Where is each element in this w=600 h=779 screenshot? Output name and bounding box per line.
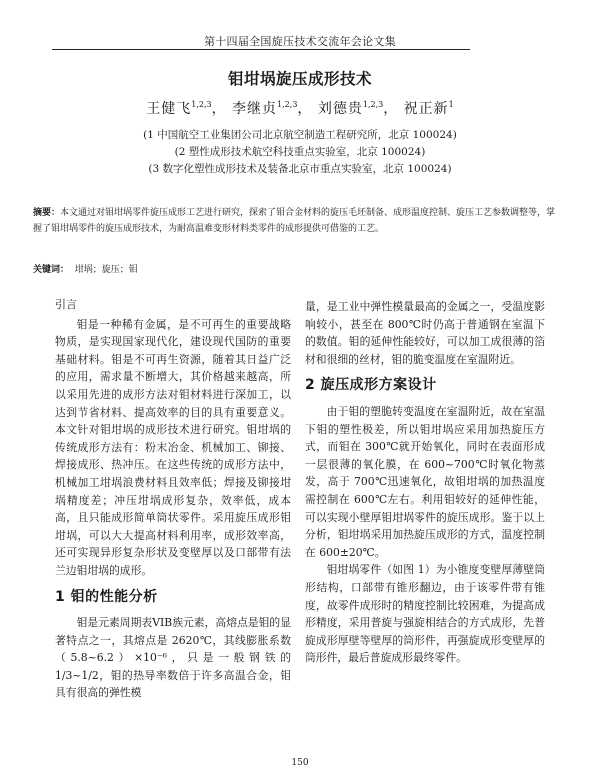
running-header: 第十四届全国旋压技术交流年会论文集 [203,35,397,48]
affiliation-list [0,127,600,178]
author-name: 王健飞 [146,101,192,117]
author-name: 祝正新 [403,101,449,117]
author-affil-sup: 1,2,3 [191,100,212,109]
abstract-text: 本文通过对钼坩埚零件旋压成形工艺进行研究，探索了钼合金材料的旋压毛坯制备、成形温度控制、旋压工艺参数调整等，掌握了钼坩埚零件的旋压成形技术，为耐高温难变形材料类零件的成形提供可借鉴的工艺。 [33,208,556,234]
author-affil-sup: 1,2,3 [362,100,384,109]
section-2-paragraph: 钼坩埚零件（如图 1）为小锥度变壁厚薄壁筒形结构，口部带有锥形翻边，由于该零件带有锥度，故零件成形时的精度控制比较困难，为提高成形精度，采用普旋与强旋相结合的方式成形，先普旋成形厚壁等壁厚的筒形件，再强旋成形变壁厚的筒形件，最后普旋成形最终零件。 [305,563,545,665]
intro-paragraph: 钼是一种稀有金属，是不可再生的重要战略物质，是实现国家现代化，建设现代国防的重要基础材料。钼是不可再生资源，随着其日益广泛的应用，需求量不断增大，其价格越来越高，所以采用先进的成形方法对钼材料进行深加工，以达到节省材料、提高效率的目的具有重要意义。本文针对钼坩埚的成形技术进行研究。钼坩埚的传统成形方法有：粉末冶金、机械加工、铆接、焊接成形、热冲压。在这些传统的成形方法中，机械加工坩埚浪费材料且效率低；焊接及铆接坩埚精度差；冲压坩埚成形复杂，效率低，成本高，且只能成形简单筒状零件。采用旋压成形钼坩埚，可以大大提高材料利用率，成形效率高，还可实现异形复杂形状及变壁厚以及口部带有法兰边钼坩埚的成形。 [55,317,291,577]
section-1-paragraph: 钼是元素周期表VIB族元素，高熔点是钼的显著特点之一，其熔点是 2620℃，其线膨胀系数（5.8~6.2）×10⁻⁶，只是一般钢铁的 1/3~1/2，钼的热导率数倍于许多高温合金，钼具有很高的弹性模 [55,616,291,700]
keywords-text: 坩埚；旋压；钼 [74,265,138,275]
author-name: 刘德贵 [317,101,363,117]
author-separator: ， [211,101,227,117]
affiliation: (1 中国航空工业集团公司北京航空制造工程研究所，北京 100024) [143,129,457,141]
left-column [55,296,291,702]
section-2-heading: 2 旋压成形方案设计 [305,377,437,394]
author-separator: ， [383,101,399,117]
section-1-heading: 1 钼的性能分析 [55,588,158,605]
section-2-paragraph: 由于钼的塑脆转变温度在室温附近，故在室温下钼的塑性极差，所以钼坩埚应采用加热旋压方式，而钼在 300℃就开始氧化，同时在表面形成一层很薄的氧化膜，在 600~700℃时氧化物蒸发，高于 700℃迅速氧化，故钼坩埚的加热温度需控制在 600℃左右。利用钼较好的延伸性能，可以实现小壁厚钼坩埚零件的旋压成形。鉴于以上分析，钼坩埚采用加热旋压成形的方式，温度控制在 600±20℃。 [305,404,545,559]
page-number: 150 [291,758,309,768]
affiliation: (3 数字化塑性成形技术及装备北京市重点实验室，北京 100024) [148,163,452,175]
author-name: 李继贞 [232,101,278,117]
abstract-label: 摘要： [33,208,61,218]
author-list [0,98,600,118]
author-separator: ， [297,101,313,117]
continued-paragraph: 量，是工业中弹性模量最高的金属之一，受温度影响较小，甚至在 800℃时仍高于普通钢在室温下的数值。钼的延伸性能较好，可以加工成很薄的箔材和很细的丝材，钼的脆变温度在室温附近。 [305,300,545,366]
keywords-label: 关键词： [33,265,70,275]
intro-heading: 引言 [55,298,77,311]
author-affil-sup: 1,2,3 [277,100,298,109]
author-affil-sup: 1 [448,100,454,109]
affiliation: (2 塑性成形技术航空科技重点实验室，北京 100024) [174,146,426,158]
keywords [33,262,138,275]
paper-title: 钼坩埚旋压成形技术 [227,69,372,88]
header-rule [52,49,470,50]
right-column [305,298,545,667]
abstract [33,205,563,237]
